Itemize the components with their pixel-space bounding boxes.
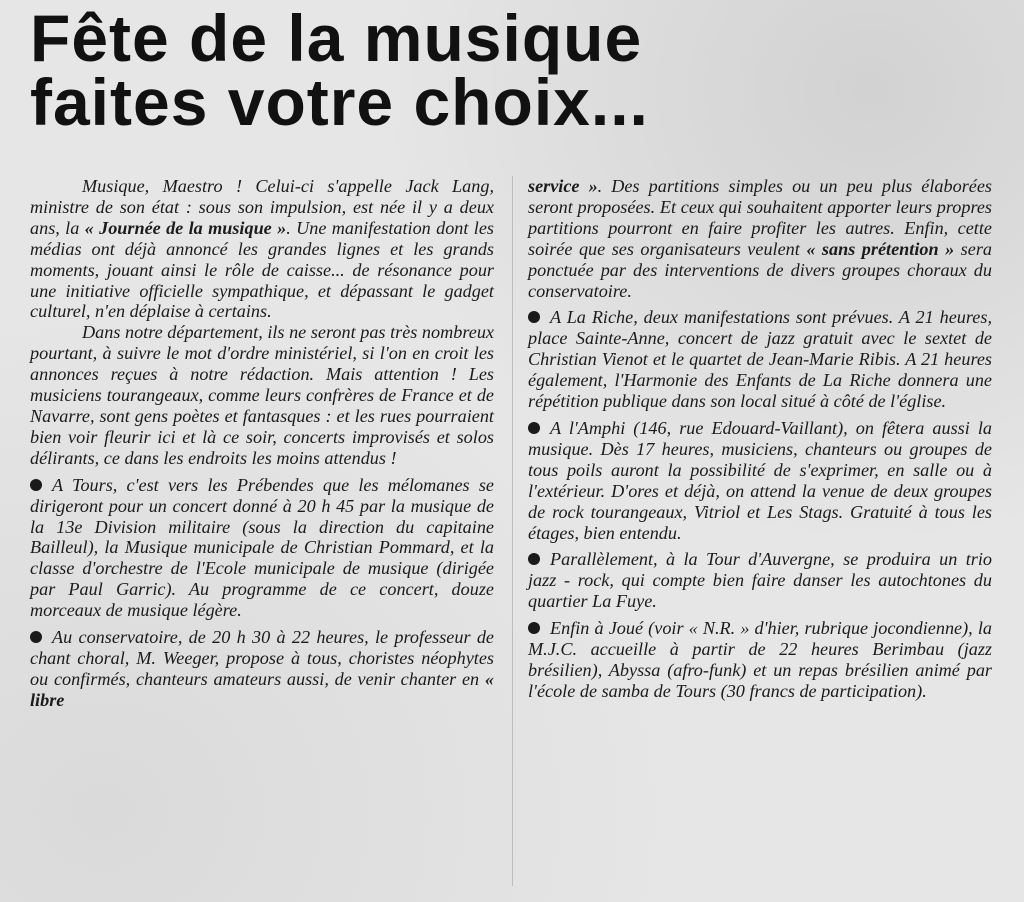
bullet-icon bbox=[528, 311, 540, 323]
headline-line-2: faites votre choix... bbox=[30, 65, 649, 139]
bullet-icon bbox=[30, 631, 42, 643]
tours-text: A Tours, c'est vers les Prébendes que les mélomanes se dirigeront pour un concert donné à 20 h 45 par la musique de la 13e Division militaire (sous la direction du capitaine Bailleul), la Musique municipale de Christian Pommard, et la classe d'orchestre de l'Ecole municipale de musique (dirigée par Paul Garric). Au programme de ce concert, douze morceaux de musique légère. bbox=[30, 474, 494, 621]
list-item-conservatoire bbox=[30, 627, 494, 711]
intro-text-b: . Une manifestation dont les médias ont déjà annoncé les grandes lignes et les grands moments, jouant ainsi le rôle de caisse... de résonance pour une initiative officielle sympathique, et dépassant le gadget culturel, n'en déplaise à certains. bbox=[30, 217, 494, 322]
continuation-bold-a: service » bbox=[528, 176, 598, 196]
bullet-icon bbox=[30, 479, 42, 491]
continuation-paragraph bbox=[528, 176, 992, 301]
intro-bold: « Journée de la musique » bbox=[84, 217, 287, 238]
bullet-icon bbox=[528, 622, 540, 634]
right-column bbox=[528, 176, 992, 702]
left-column bbox=[30, 176, 494, 711]
bullet-icon bbox=[528, 553, 540, 565]
headline-line-1: Fête de la musique bbox=[30, 1, 643, 75]
conservatoire-text: Au conservatoire, de 20 h 30 à 22 heures, le professeur de chant choral, M. Weeger, propose à tous, choristes néophytes ou confirmés, chanteurs amateurs aussi, de venir chanter en bbox=[30, 627, 494, 689]
conservatoire-bold: « libre bbox=[30, 668, 494, 710]
la-riche-text: A La Riche, deux manifestations sont prévues. A 21 heures, place Sainte-Anne, concert de jazz gratuit avec le sextet de Christian Vienot et le quartet de Jean-Marie Ribis. A 21 heures également, l'Harmonie des Enfants de La Riche donnera une répétition publique dans son local situé à côté de l'église. bbox=[528, 307, 992, 412]
list-item-joue bbox=[528, 618, 992, 702]
continuation-text-b: sera ponctuée par des interventions de divers groupes choraux du conservatoire. bbox=[528, 238, 993, 301]
department-paragraph: Dans notre département, ils ne seront pas très nombreux pourtant, à suivre le mot d'ordre ministériel, si l'on en croit les annonces reçues à notre rédaction. Mais attention ! Les musiciens tourangeaux, comme leurs confrères de France et de Navarre, sont gens poètes et fantasques : et les rues pourraient bien voir fleurir ici et là ce soir, concerts improvisés et solos délirants, ce dans les endroits les moins attendus ! bbox=[30, 322, 494, 468]
intro-paragraph bbox=[30, 176, 494, 322]
list-item-amphi bbox=[528, 418, 992, 543]
continuation-text-a: . Des partitions simples ou un peu plus élaborées seront proposées. Et ceux qui souhaitent apporter leurs propres partitions pourront en faire profiter les autres. Enfin, cette soirée que ses organisateurs veulent bbox=[528, 176, 992, 259]
auvergne-text: Parallèlement, à la Tour d'Auvergne, se produira un trio jazz - rock, qui compte bien faire danser les autochtones du quartier La Fuye. bbox=[528, 549, 992, 612]
list-item-tours bbox=[30, 475, 494, 621]
continuation-bold-b: « sans prétention » bbox=[806, 238, 955, 259]
bullet-icon bbox=[528, 422, 540, 434]
column-divider bbox=[512, 176, 513, 886]
list-item-auvergne bbox=[528, 549, 992, 612]
intro-text-a: Musique, Maestro ! Celui-ci s'appelle Jack Lang, ministre de son état : sous son impulsion, est née il y a deux ans, la bbox=[30, 176, 494, 238]
joue-text: Enfin à Joué (voir « N.R. » d'hier, rubrique jocondienne), la M.J.C. accueille à partir de 22 heures Berimbau (jazz brésilien), Abyssa (afro-funk) et un repas brésilien animé par l'école de samba de Tours (30 francs de participation). bbox=[528, 618, 992, 701]
article-headline bbox=[30, 1, 930, 139]
amphi-text: A l'Amphi (146, rue Edouard-Vaillant), on fêtera aussi la musique. Dès 17 heures, musiciens, chanteurs ou groupes de tous poils auront la possibilité de s'exprimer, en salle ou à l'extérieur. D'ores et déjà, on attend la venue de deux groupes de rock tourangeaux, Vitriol et Les Stags. Gratuité à tous les étages, bien entendu. bbox=[528, 417, 992, 543]
list-item-la-riche bbox=[528, 307, 992, 412]
